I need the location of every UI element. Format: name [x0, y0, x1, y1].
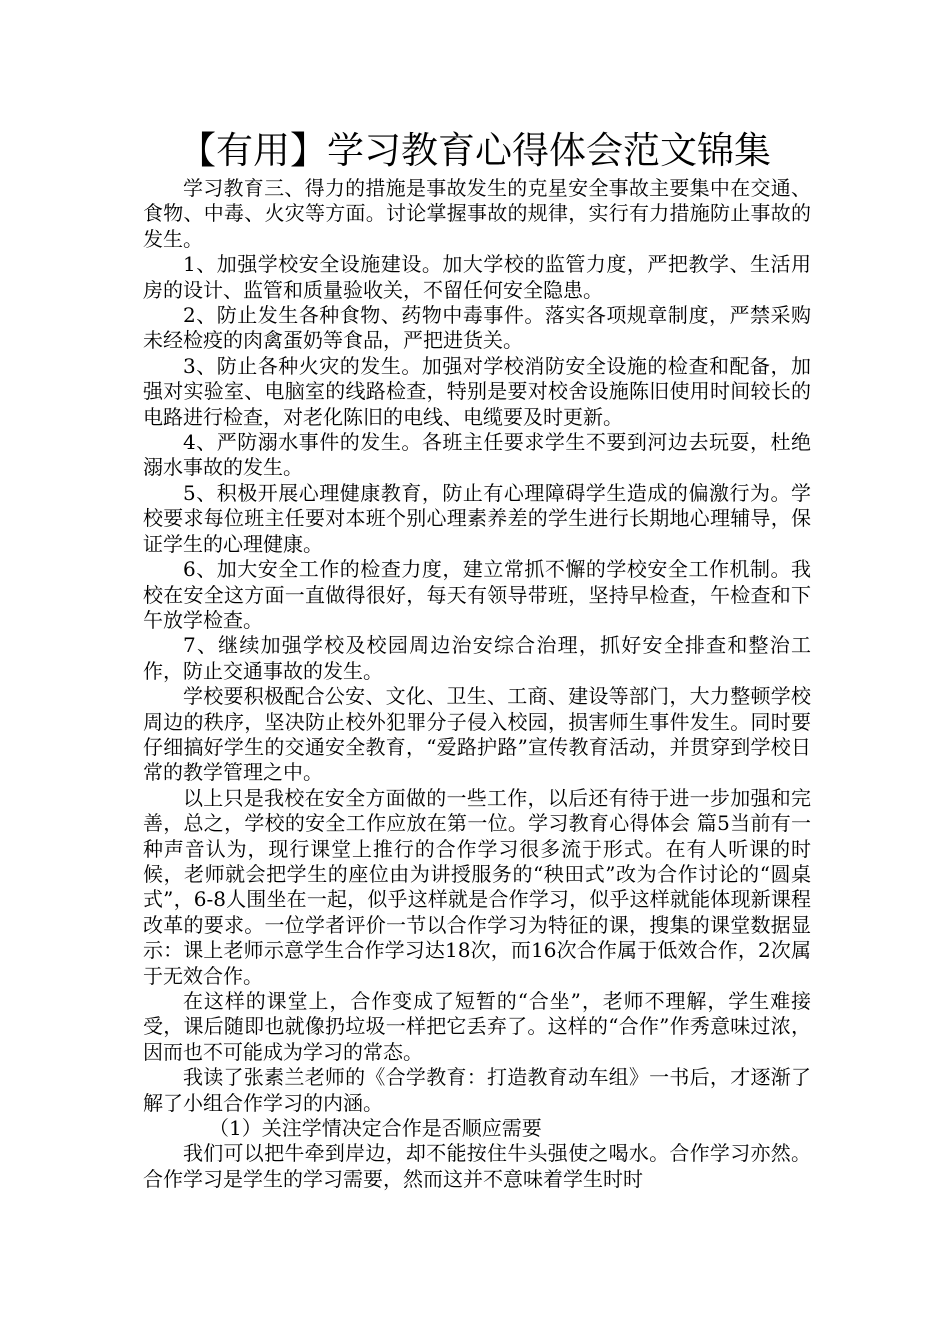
section-heading: （1）关注学情决定合作是否顺应需要 — [209, 1116, 542, 1141]
document-title: 【有用】学习教育心得体会范文锦集 — [179, 129, 771, 172]
paragraph: 6、加大安全工作的检查力度，建立常抓不懈的学校安全工作机制。我校在安全这方面一直做得很好，每天有领导带班，坚持早检查，午检查和下午放学检查。 — [143, 557, 811, 632]
paragraph: 以上只是我校在安全方面做的一些工作，以后还有待于进一步加强和完善，总之，学校的安全工作应放在第一位。学习教育心得体会 篇5当前有一种声音认为，现行课堂上推行的合作学习很多流于形式。在有人听课的时候，老师就会把学生的座位由为讲授服务的“秧田式”改为合作讨论的“圆桌式”，6-8人围坐在一起，似乎这样就是合作学习，似乎这样就能体现新课程改革的要求。一位学者评价一节以合作学习为特征的课，搜集的课堂数据显示：课上老师示意学生合作学习达18次，而16次合作属于低效合作，2次属于无效合作。 — [143, 785, 811, 988]
paragraph: 7、继续加强学校及校园周边治安综合治理，抓好安全排查和整治工作，防止交通事故的发生。 — [143, 633, 811, 683]
paragraph: 5、积极开展心理健康教育，防止有心理障碍学生造成的偏激行为。学校要求每位班主任要对本班个别心理素养差的学生进行长期地心理辅导，保证学生的心理健康。 — [143, 480, 811, 556]
paragraph: 3、防止各种火灾的发生。加强对学校消防安全设施的检查和配备，加强对实验室、电脑室的线路检查，特别是要对校舍设施陈旧使用时间较长的电路进行检查，对老化陈旧的电线、电缆要及时更新。 — [143, 353, 811, 429]
paragraph: 1、加强学校安全设施建设。加大学校的监管力度，严把教学、生活用房的设计、监管和质量验收关，不留任何安全隐患。 — [143, 252, 811, 302]
paragraph: 4、严防溺水事件的发生。各班主任要求学生不要到河边去玩耍，杜绝溺水事故的发生。 — [143, 430, 811, 480]
document-body — [143, 176, 811, 1192]
paragraph: 我读了张素兰老师的《合学教育：打造教育动车组》一书后，才逐渐了解了小组合作学习的内涵。 — [143, 1065, 811, 1115]
paragraph: 在这样的课堂上，合作变成了短暂的“合坐”，老师不理解，学生难接受，课后随即也就像扔垃圾一样把它丢弃了。这样的“合作”作秀意味过浓，因而也不可能成为学习的常态。 — [143, 989, 811, 1064]
paragraph: 学校要积极配合公安、文化、卫生、工商、建设等部门，大力整顿学校周边的秩序，坚决防止校外犯罪分子侵入校园，损害师生事件发生。同时要仔细搞好学生的交通安全教育，“爱路护路”宣传教育活动，并贯穿到学校日常的教学管理之中。 — [143, 684, 811, 785]
paragraph: 2、防止发生各种食物、药物中毒事件。落实各项规章制度，严禁采购未经检疫的肉禽蛋奶等食品，严把进货关。 — [143, 303, 811, 353]
paragraph: 学习教育三、得力的措施是事故发生的克星安全事故主要集中在交通、食物、中毒、火灾等方面。讨论掌握事故的规律，实行有力措施防止事故的发生。 — [143, 176, 811, 251]
paragraph: 我们可以把牛牵到岸边，却不能按住牛头强使之喝水。合作学习亦然。合作学习是学生的学习需要，然而这并不意味着学生时时 — [143, 1141, 811, 1191]
